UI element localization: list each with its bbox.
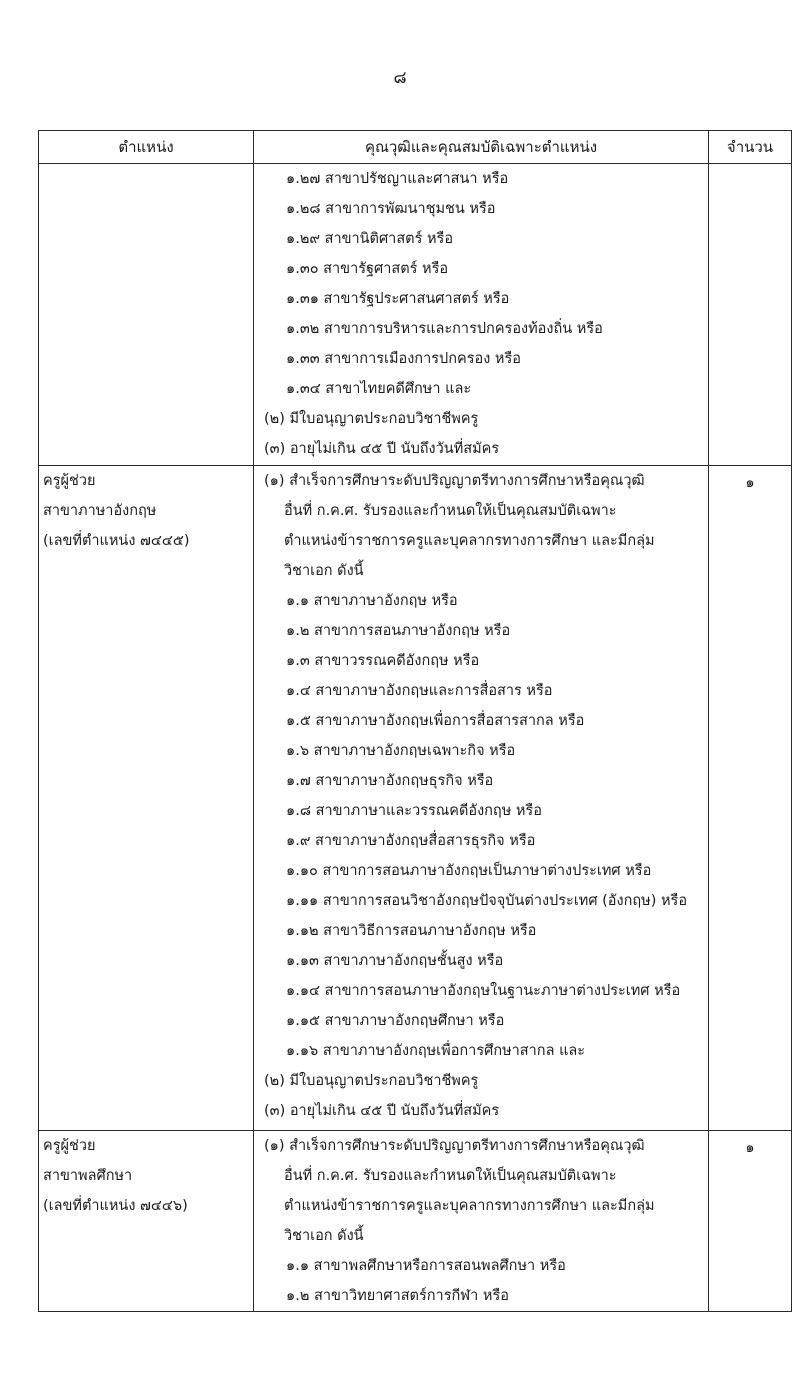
count-value xyxy=(709,164,791,196)
qualifications-table xyxy=(38,130,792,1312)
qualifications-cell xyxy=(254,466,709,1131)
position-line: สาขาพลศึกษา xyxy=(43,1168,133,1184)
qualification-line: (๒) มีใบอนุญาตประกอบวิชาชีพครู xyxy=(264,411,479,427)
position-line: ครูผู้ช่วย xyxy=(43,1138,96,1154)
qualification-line: ๑.๖ สาขาภาษาอังกฤษเฉพาะกิจ หรือ xyxy=(286,743,516,759)
qualification-line: ๑.๙ สาขาภาษาอังกฤษสื่อสารธุรกิจ หรือ xyxy=(286,833,536,849)
qualification-line: ๑.๓๔ สาขาไทยคดีศึกษา และ xyxy=(286,381,472,397)
qualification-line: ๑.๗ สาขาภาษาอังกฤษธุรกิจ หรือ xyxy=(286,773,494,789)
qualification-line: ๑.๓๒ สาขาการบริหารและการปกครองท้องถิ่น หรือ xyxy=(286,321,603,337)
header-count: จำนวน xyxy=(709,131,792,164)
table-header-row xyxy=(39,131,792,164)
header-qualifications: คุณวุฒิและคุณสมบัติเฉพาะตำแหน่ง xyxy=(254,131,709,164)
qualification-line: (๑) สำเร็จการศึกษาระดับปริญญาตรีทางการศึกษาหรือคุณวุฒิ xyxy=(264,473,645,489)
qualification-line: ๑.๑๖ สาขาภาษาอังกฤษเพื่อการศึกษาสากล และ xyxy=(286,1043,586,1059)
qualification-line: ๑.๑๒ สาขาวิธีการสอนภาษาอังกฤษ หรือ xyxy=(286,923,537,939)
qualification-line: ตำแหน่งข้าราชการครูและบุคลากรทางการศึกษา และมีกลุ่ม xyxy=(284,533,655,549)
qualification-line: อื่นที่ ก.ค.ศ. รับรองและกำหนดให้เป็นคุณสมบัติเฉพาะ xyxy=(284,1168,617,1184)
qualification-line: ๑.๓๑ สาขารัฐประศาสนศาสตร์ หรือ xyxy=(286,291,510,307)
position-line: (เลขที่ตำแหน่ง ๗๔๔๕) xyxy=(43,533,190,549)
qualification-line: ๑.๑๑ สาขาการสอนวิชาอังกฤษปัจจุบันต่างประเทศ (อังกฤษ) หรือ xyxy=(286,893,688,909)
qualification-line: ๑.๓ สาขาวรรณคดีอังกฤษ หรือ xyxy=(286,653,480,669)
qualification-line: (๓) อายุไม่เกิน ๔๕ ปี นับถึงวันที่สมัคร xyxy=(264,1103,500,1119)
count-cell xyxy=(709,164,792,466)
qualification-line: วิชาเอก ดังนี้ xyxy=(284,563,364,579)
qualification-line: ๑.๒๙ สาขานิติศาสตร์ หรือ xyxy=(286,231,454,247)
qualification-line: ๑.๒ สาขาวิทยาศาสตร์การกีฬา หรือ xyxy=(286,1288,509,1304)
qualification-line: ๑.๒ สาขาการสอนภาษาอังกฤษ หรือ xyxy=(286,623,511,639)
qualification-line: ๑.๑๔ สาขาการสอนภาษาอังกฤษในฐานะภาษาต่างประเทศ หรือ xyxy=(286,983,681,999)
qualifications-cell xyxy=(254,1131,709,1312)
table-row xyxy=(39,164,792,466)
count-cell xyxy=(709,1131,792,1312)
position-cell xyxy=(39,1131,254,1312)
count-cell xyxy=(709,466,792,1131)
qualification-line: ๑.๔ สาขาภาษาอังกฤษและการสื่อสาร หรือ xyxy=(286,683,553,699)
qualification-line: ๑.๒๗ สาขาปรัชญาและศาสนา หรือ xyxy=(286,171,509,187)
qualification-line: ๑.๓๐ สาขารัฐศาสตร์ หรือ xyxy=(286,261,449,277)
table-row xyxy=(39,466,792,1131)
qualification-line: ๑.๒๘ สาขาการพัฒนาชุมชน หรือ xyxy=(286,201,496,217)
qualification-line: (๒) มีใบอนุญาตประกอบวิชาชีพครู xyxy=(264,1073,479,1089)
position-line: (เลขที่ตำแหน่ง ๗๔๔๖) xyxy=(43,1198,188,1214)
qualification-line: ๑.๓๓ สาขาการเมืองการปกครอง หรือ xyxy=(286,351,521,367)
position-line: สาขาภาษาอังกฤษ xyxy=(43,503,157,519)
position-cell xyxy=(39,466,254,1131)
qualification-line: ๑.๑๕ สาขาภาษาอังกฤษศึกษา หรือ xyxy=(286,1013,505,1029)
qualification-line: ๑.๑๓ สาขาภาษาอังกฤษชั้นสูง หรือ xyxy=(286,953,504,969)
position-cell xyxy=(39,164,254,466)
page-number: ๘ xyxy=(393,68,407,88)
qualification-line: ตำแหน่งข้าราชการครูและบุคลากรทางการศึกษา และมีกลุ่ม xyxy=(284,1198,655,1214)
qualification-line: ๑.๘ สาขาภาษาและวรรณคดีอังกฤษ หรือ xyxy=(286,803,542,819)
qualification-line: ๑.๕ สาขาภาษาอังกฤษเพื่อการสื่อสารสากล หรือ xyxy=(286,713,585,729)
qualifications-cell xyxy=(254,164,709,466)
qualification-line: ๑.๑ สาขาพลศึกษาหรือการสอนพลศึกษา หรือ xyxy=(286,1258,566,1274)
header-position: ตำแหน่ง xyxy=(39,131,254,164)
qualification-line: (๓) อายุไม่เกิน ๔๕ ปี นับถึงวันที่สมัคร xyxy=(264,441,500,457)
qualification-line: ๑.๑ สาขาภาษาอังกฤษ หรือ xyxy=(286,593,458,609)
position-line: ครูผู้ช่วย xyxy=(43,473,96,489)
count-value: ๑ xyxy=(745,475,755,491)
qualification-line: อื่นที่ ก.ค.ศ. รับรองและกำหนดให้เป็นคุณสมบัติเฉพาะ xyxy=(284,503,617,519)
qualification-line: ๑.๑๐ สาขาการสอนภาษาอังกฤษเป็นภาษาต่างประเทศ หรือ xyxy=(286,863,652,879)
count-value: ๑ xyxy=(745,1140,755,1156)
table-row xyxy=(39,1131,792,1312)
qualification-line: (๑) สำเร็จการศึกษาระดับปริญญาตรีทางการศึกษาหรือคุณวุฒิ xyxy=(264,1138,645,1154)
qualification-line: วิชาเอก ดังนี้ xyxy=(284,1228,364,1244)
